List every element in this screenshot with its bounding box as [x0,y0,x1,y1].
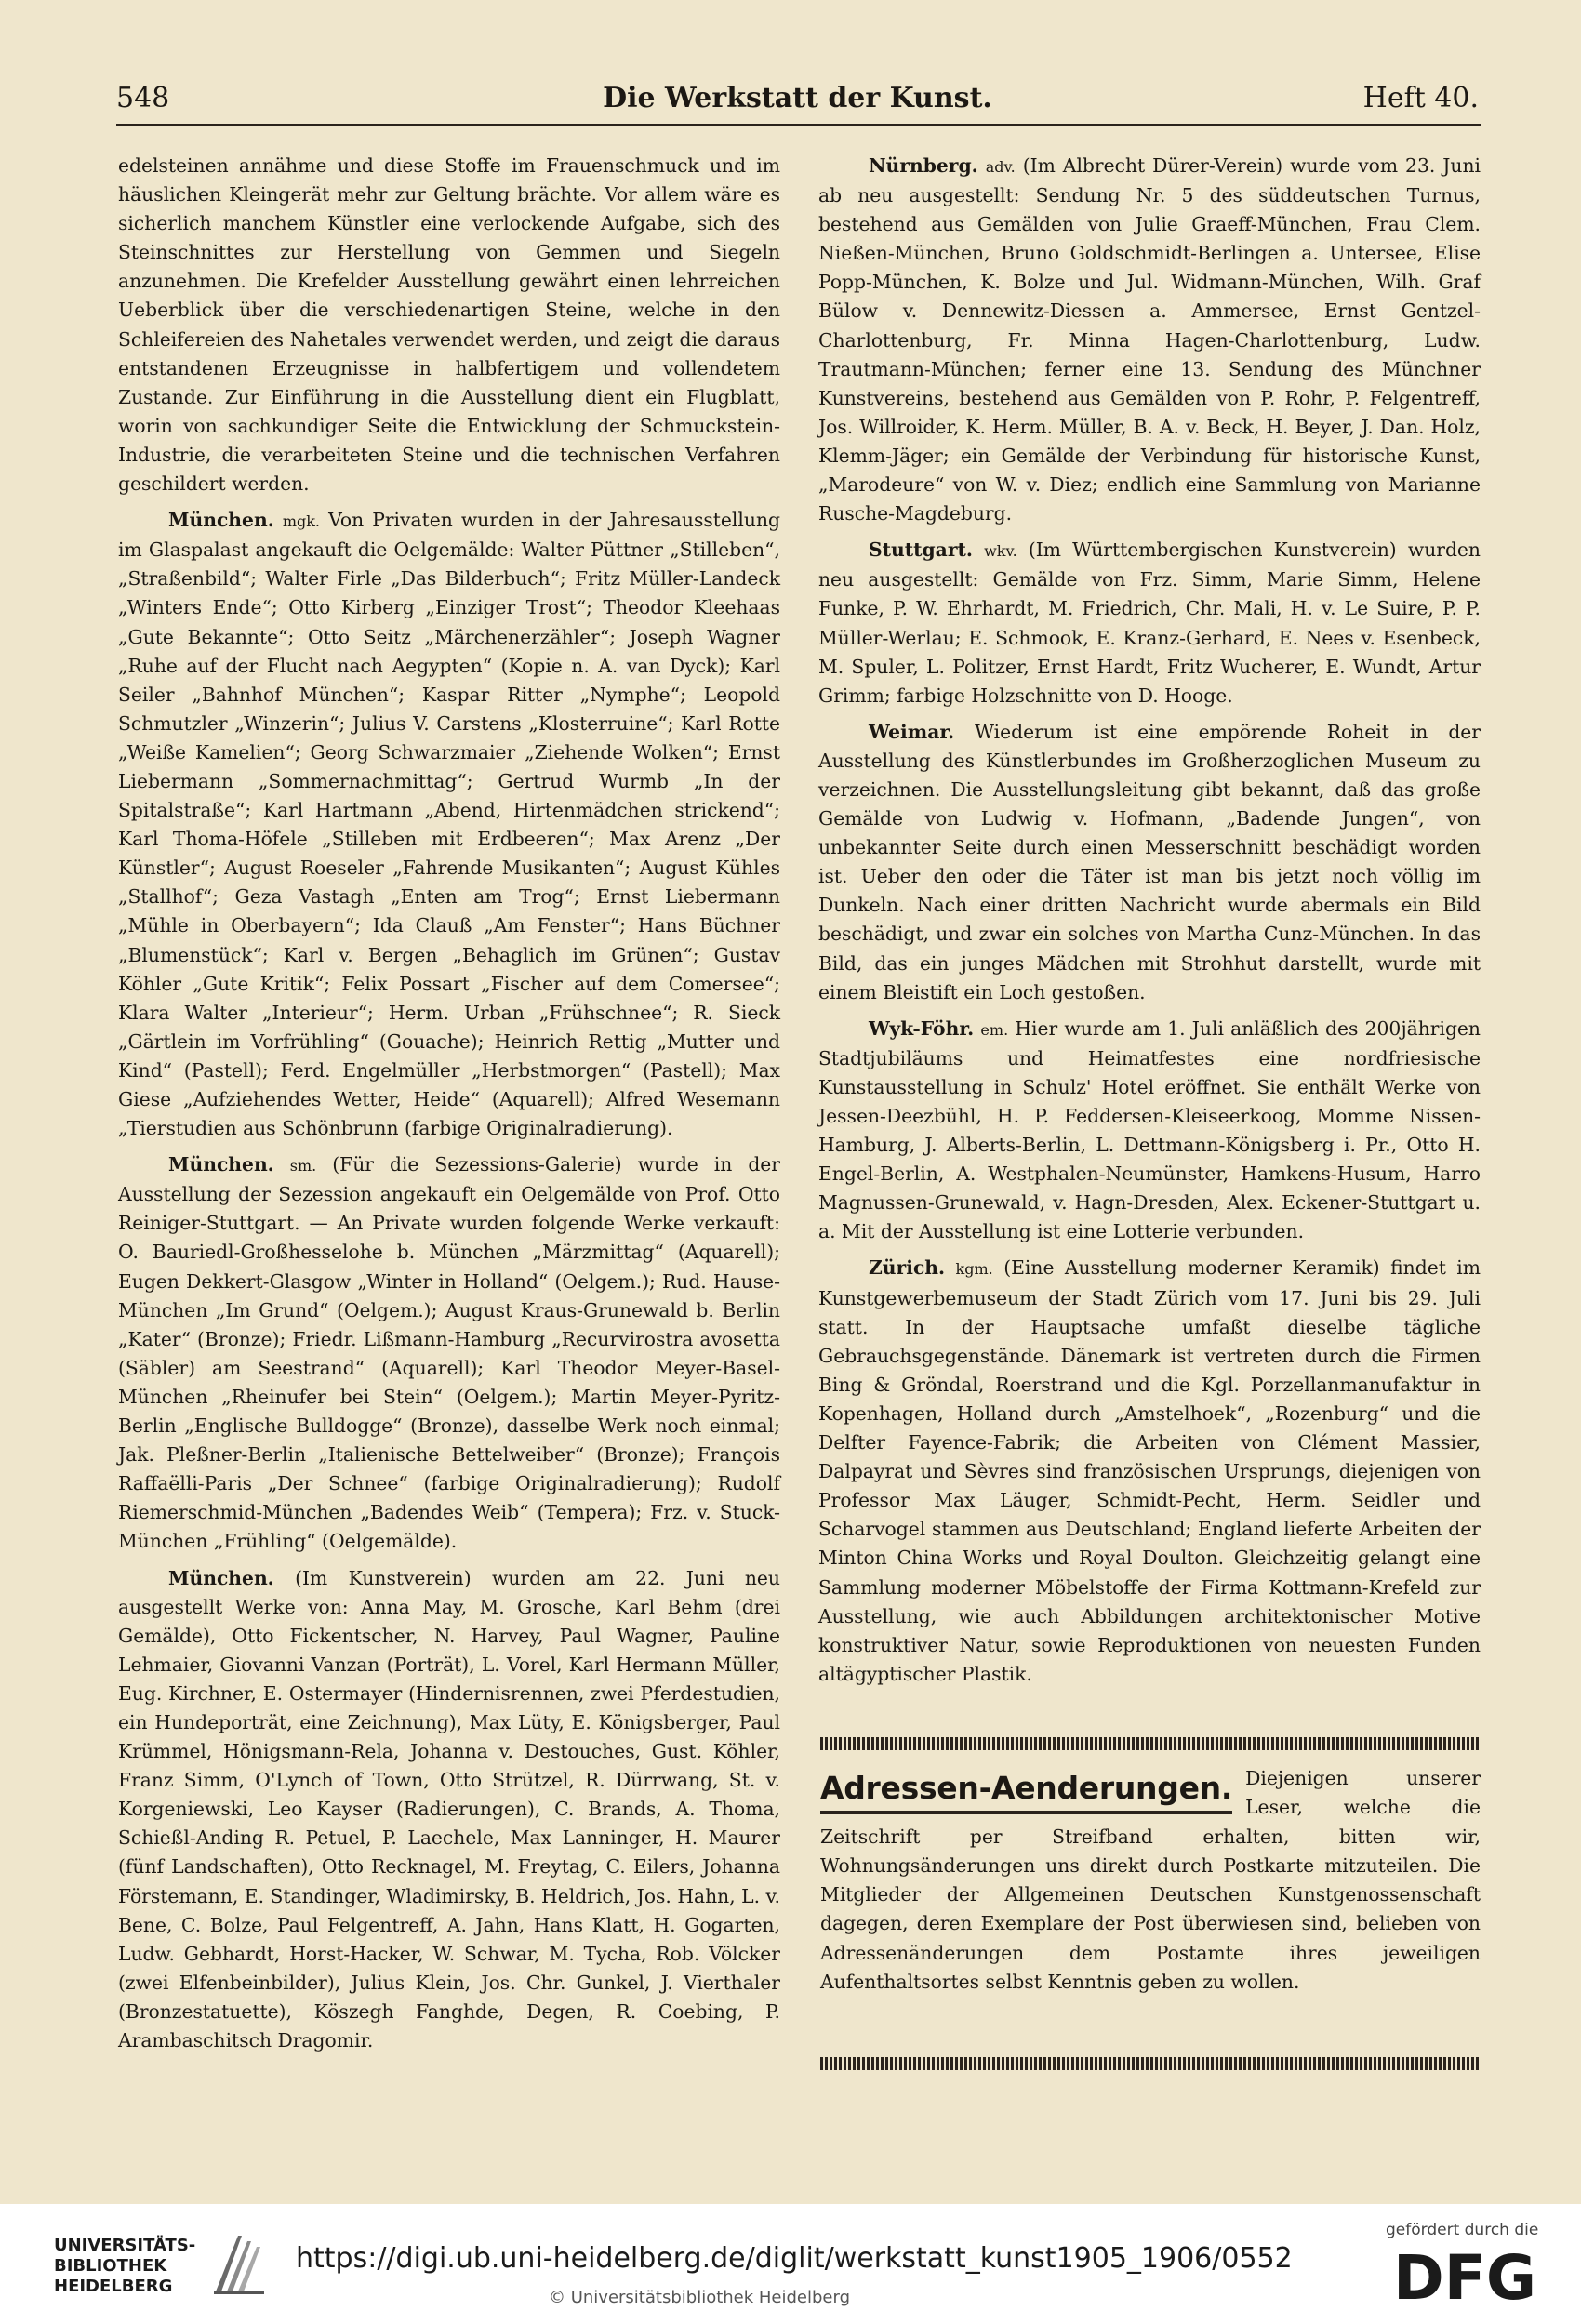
running-head [116,82,1479,128]
dfg-logo-icon[interactable] [1393,2245,1551,2306]
notice-headline: Adressen-Aenderungen. [820,1768,1232,1814]
page-number: 548 [116,82,170,114]
library-name: UNIVERSITÄTS- BIBLIOTHEK HEIDELBERG [54,2236,196,2296]
dfg-logo-text: DFG [1393,2245,1537,2306]
left-column [118,152,780,2055]
place-name: Nürnberg. [869,154,978,177]
place-name: Stuttgart. [869,538,973,562]
notice-body: Diejenigen unserer Leser, welche die Zeitschrift per Streifband erhalten, bitten wir, Wohnungsänderungen uns direkt durch Postkarte mitzuteilen. Die Mitglieder der Allgemeinen Deutschen Kunstgenossenschaft dagegen, deren Exemplare der Post überwiesen sind, belieben von Adressenänderungen dem Postamte ihres jeweiligen Aufenthaltsortes selbst Kenntnis geben zu wollen. [820,1767,1481,1994]
header-rule [116,124,1481,126]
place-name: München. [168,1566,274,1589]
right-column [818,152,1481,1689]
item-body: Wiederum ist eine empörende Roheit in der Ausstellung des Künstlerbundes im Großherzoglichen Museum zu verzeichnen. Die Ausstellungsleitung gibt bekannt, daß das große Gemälde von Ludwig v. Hofmann, „Badende Jungen“, von unbekannter Seite durch einen Messerschnitt beschädigt worden ist. Ueber den oder die Täter ist man bis jetzt noch völlig im Dunkeln. Nach einer dritten Nachricht wurde abermals ein Bild beschädigt, und zwar ein solches von Martha Cunz-München. In das Bild, das ein junges Mädchen mit Strohhut darstellt, wurde mit einem Bleistift ein Loch gestoßen. [818,720,1481,1003]
news-item-stuttgart [818,536,1481,710]
news-item-wyk-foehr [818,1015,1481,1247]
item-body: (Im Württembergischen Kunstverein) wurden neu ausgestellt: Gemälde von Frz. Simm, Marie Simm, Helene Funke, P. W. Ehrhardt, M. Friedrich, Chr. Mali, H. v. Le Suire, P. P. Müller-Werlau; E. Schmook, E. Kranz-Gerhard, E. Nees v. Esenbeck, M. Spuler, L. Politzer, Ernst Hardt, Fritz Wucherer, E. Wundt, Artur Grimm; farbige Holzschnitte von D. Hooge. [818,538,1481,707]
author-abbreviation: sm. [289,1157,317,1175]
digitization-footer [0,2204,1581,2324]
item-body: (Im Kunstverein) wurden am 22. Juni neu ausgestellt Werke von: Anna May, M. Grosche, Karl Behm (drei Gemälde), Otto Fickentscher, N. Harvey, Paul Wagner, Pauline Lehmaier, Giovanni Vanzan (Porträt), L. Vorel, Karl Hermann Müller, Eug. Kirchner, E. Ostermayer (Hindernisrennen, zwei Pferdestudien, ein Hundeporträt, eine Zeichnung), Max Lüty, E. Königsberger, Paul Krümmel, Hönigsmann-Rela, Johanna v. Destouches, Gust. Köhler, Franz Simm, O'Lynch of Town, Otto Strützel, R. Dürrwang, St. v. Korgeniewski, Leo Kayser (Radierungen), C. Brands, A. Thoma, Schießl-Anding R. Petuel, P. Laechele, Max Lanninger, H. Maurer (fünf Landschaften), Otto Recknagel, M. Freytag, C. Eilers, Johanna Förstemann, E. Standinger, Wladimirsky, B. Heldrich, Jos. Hahn, L. v. Bene, C. Bolze, Paul Felgentreff, A. Jahn, Hans Klatt, H. Gogarten, Ludw. Gebhardt, Horst-Hacker, W. Schwar, M. Tycha, Rob. Völcker (zwei Elfenbeinbilder), Julius Klein, Jos. Chr. Gunkel, J. Vierthaler (Bronzestatuette), Köszegh Fanghde, Degen, R. Coebing, P. Arambaschitsch Dragomir. [118,1566,780,2052]
author-abbreviation: kgm. [955,1260,993,1279]
place-name: München. [168,509,274,532]
notice-bottom-rule [820,2057,1481,2070]
item-body: (Eine Ausstellung moderner Keramik) findet im Kunstgewerbemuseum der Stadt Zürich vom 17. Juni bis 29. Juli statt. In der Hauptsache umfaßt dieselbe tägliche Gebrauchsgegenstände. Dänemark ist vertreten durch die Firmen Bing & Gröndal, Roerstrand und die Kgl. Porzellanmanufaktur in Kopenhagen, Holland durch „Amstelhoek“, „Rozenburg“ und die Delfter Fayence-Fabrik; die Arbeiten von Clément Massier, Dalpayrat und Sèvres sind französischen Ursprungs, diejenigen von Professor Max Läuger, Schmidt-Pecht, Herm. Seidler und Scharvogel stammen aus Deutschland; England lieferte Arbeiten der Minton China Works und Royal Doulton. Gleichzeitig gelangt eine Sammlung moderner Möbelstoffe der Firma Kottmann-Krefeld zur Ausstellung, wie auch Abbildungen architektonischer Motive konstruktiver Natur, sowie Reproduktionen von neuesten Funden altägyptischer Plastik. [818,1256,1481,1685]
news-item-zuerich [818,1254,1481,1688]
author-abbreviation: mgk. [282,512,321,531]
news-item-muenchen-kunstverein [118,1564,780,2056]
permalink-url[interactable]: https://digi.ub.uni-heidelberg.de/diglit/werkstatt_kunst1905_1906/0552 [296,2242,1293,2275]
author-abbreviation: adv. [985,158,1016,176]
item-body: Von Privaten wurden in der Jahresausstellung im Glaspalast angekauft die Oelgemälde: Walter Püttner „Stilleben“, „Straßenbild“; Walter Firle „Das Bilderbuch“; Fritz Müller-Landeck „Winters Ende“; Otto Kirberg „Einziger Trost“; Theodor Kleehaas „Gute Bekannte“; Otto Seitz „Märchenerzähler“; Joseph Wagner „Ruhe auf der Flucht nach Aegypten“ (Kopie n. A. van Dyck); Karl Seiler „Bahnhof München“; Kaspar Ritter „Nymphe“; Leopold Schmutzler „Winzerin“; Julius V. Carstens „Klosterruine“; Karl Rotte „Weiße Kamelien“; Georg Schwarzmaier „Ziehende Wolken“; Ernst Liebermann „Sommernachmittag“; Gertrud Wurmb „In der Spitalstraße“; Karl Hartmann „Abend, Hirtenmädchen strickend“; Karl Thoma-Höfele „Stilleben mit Erdbeeren“; Max Arenz „Der Künstler“; August Roeseler „Fahrende Musikanten“; August Kühles „Stallhof“; Geza Vastagh „Enten am Trog“; Ernst Liebermann „Mühle in Oberbayern“; Ida Clauß „Am Fenster“; Hans Büchner „Blumenstück“; Karl v. Bergen „Behaglich im Grünen“; Gustav Köhler „Gute Kritik“; Felix Possart „Fischer auf dem Comersee“; Klara Walter „Interieur“; Herm. Urban „Frühschnee“; R. Sieck „Gärtlein im Vorfrühling“ (Gouache); Heinrich Rettig „Mutter und Kind“ (Pastell); Ferd. Engelmüller „Herbstmorgen“ (Pastell); Max Giese „Aufziehendes Wetter, Heide“ (Aquarell); Alfred Wesemann „Tierstudien aus Schönbrunn (farbige Originalradierung). [118,509,780,1140]
item-body: Hier wurde am 1. Juli anläßlich des 200jährigen Stadtjubiläums und Heimatfestes eine nordfriesische Kunstausstellung in Schulz' Hotel eröffnet. Sie enthält Werke von Jessen-Deezbühl, H. P. Feddersen-Kleiseerkoog, Momme Nissen-Hamburg, J. Alberts-Berlin, L. Dettmann-Königsberg i. Pr., Otto H. Engel-Berlin, A. Westphalen-Neumünster, Hamkens-Husum, Harro Magnussen-Grunewald, v. Hagn-Dresden, Alex. Eckener-Stuttgart u. a. Mit der Ausstellung ist eine Lotterie verbunden. [818,1016,1481,1243]
funding-caption: gefördert durch die [1386,2221,1539,2239]
news-item-muenchen-sezession [118,1150,780,1556]
place-name: Zürich. [869,1256,946,1280]
journal-title: Die Werkstatt der Kunst. [603,82,992,114]
library-logo[interactable] [54,2230,324,2304]
notice-top-rule [820,1737,1481,1750]
issue-number: Heft 40. [1362,82,1479,114]
item-body: (Für die Sezessions-Galerie) wurde in der Ausstellung der Sezession angekauft ein Oelgemälde von Prof. Otto Reiniger-Stuttgart. — An Private wurden folgende Werke verkauft: O. Bauriedl-Großhesselohe b. München „Märzmittag“ (Aquarell); Eugen Dekkert-Glasgow „Winter in Holland“ (Oelgem.); Rud. Hause-München „Im Grund“ (Oelgem.); August Kraus-Grunewald b. Berlin „Kater“ (Bronze); Friedr. Lißmann-Hamburg „Recurvirostra avosetta (Säbler) am Seestrand“ (Aquarell); Karl Theodor Meyer-Basel-München „Rheinufer bei Stein“ (Oelgem.); Martin Meyer-Pyritz-Berlin „Englische Bulldogge“ (Bronze), dasselbe Werk noch einmal; Jak. Pleßner-Berlin „Italienische Bettelweiber“ (Bronze); François Raffaëlli-Paris „Der Schnee“ (farbige Originalradierung); Rudolf Riemerschmid-München „Badendes Weib“ (Tempera); Frz. v. Stuck-München „Frühling“ (Oelgemälde). [118,1153,781,1553]
news-item-muenchen-glaspalast [118,506,780,1143]
news-item-nuernberg [818,152,1481,528]
place-name: München. [168,1153,274,1176]
copyright-notice: © Universitätsbibliothek Heidelberg [549,2288,851,2307]
place-name: Wyk-Föhr. [869,1016,975,1040]
item-body: (Im Albrecht Dürer-Verein) wurde vom 23. Juni ab neu ausgestellt: Sendung Nr. 5 des süddeutschen Turnus, bestehend aus Gemälden von Julie Graeff-München, Frau Clem. Nießen-München, Bruno Goldschmidt-Berlingen a. Untersee, Elise Popp-München, K. Bolze und Jul. Widmann-München, Wilh. Graf Bülow v. Dennewitz-Diessen a. Ammersee, Ernst Gentzel-Charlottenburg, Fr. Minna Hagen-Charlottenburg, Ludw. Trautmann-München; ferner eine 13. Sendung des Münchner Kunstvereins, bestehend aus Gemälden von P. Rohr, P. Felgentreff, Jos. Willroider, K. Herm. Müller, B. A. v. Beck, H. Beyer, J. Dan. Holz, Klemm-Jäger; ein Gemälde der Verbindung für historische Kunst, „Marodeure“ von W. v. Diez; endlich eine Sammlung von Marianne Rusche-Magdeburg. [818,154,1481,525]
library-emblem-icon [210,2230,268,2297]
author-abbreviation: em. [980,1020,1009,1039]
article-continuation: edelsteinen annähme und diese Stoffe im Frauenschmuck und im häuslichen Kleingerät mehr zur Geltung brächte. Vor allem wäre es sicherlich manchem Künstler eine verlockende Aufgabe, sich des Steinschnittes zur Herstellung von Gemmen und Siegeln anzunehmen. Die Krefelder Ausstellung gewährt einen lehrreichen Ueberblick über die verschiedenartigen Steine, welche in den Schleifereien des Nahetales verwendet werden, und zeigt die daraus entstandenen Erzeugnisse in halbfertigem und vollendetem Zustande. Zur Einführung in die Ausstellung dient ein Flugblatt, worin von sachkundiger Seite die Entwicklung der Schmuckstein-Industrie, die verarbeiteten Steine und die technischen Verfahren geschildert werden. [118,154,780,496]
address-change-notice [820,1764,1481,1997]
author-abbreviation: wkv. [984,542,1017,561]
news-item-weimar [818,718,1481,1007]
place-name: Weimar. [869,720,955,743]
